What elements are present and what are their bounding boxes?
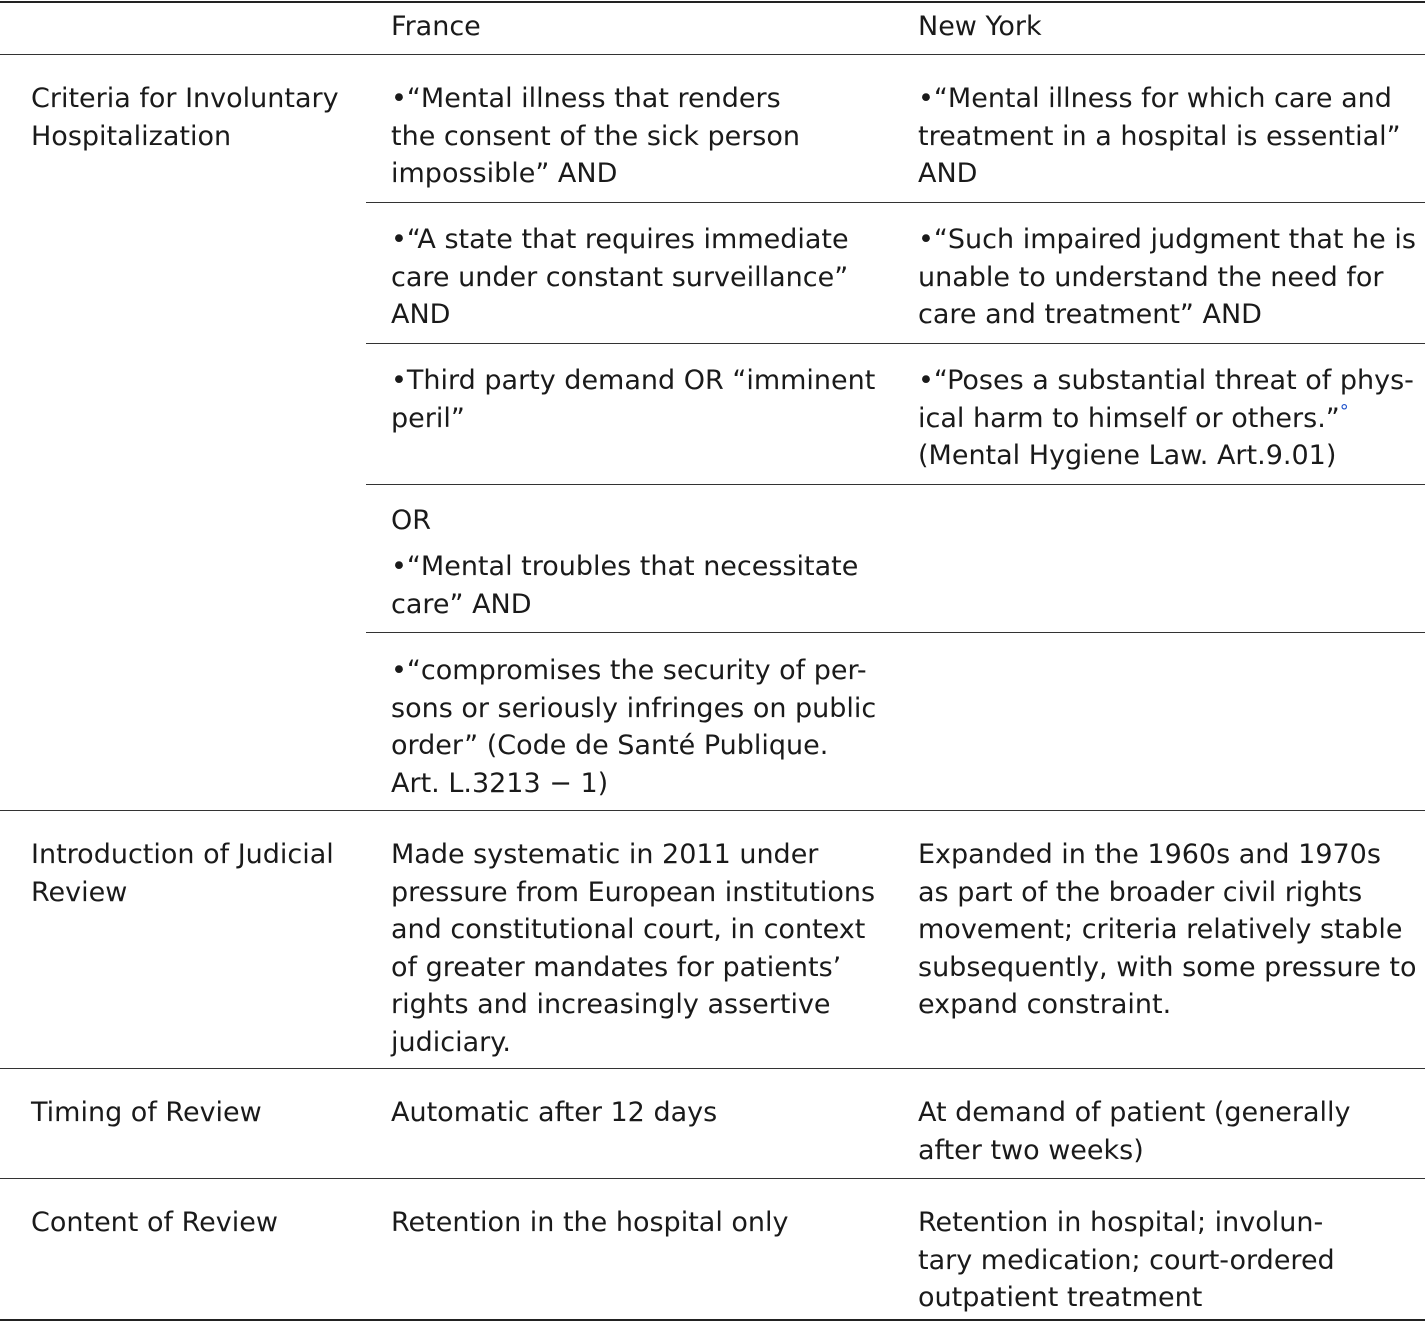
criteria-france-4: •“Mental troubles that necessitate care” AND xyxy=(391,551,859,620)
criteria-new-york-2: •“Such impaired judgment that he is unable to understand the need for care and treatment” AND xyxy=(918,224,1416,330)
content-new-york: Retention in hospital; involun- tary medication; court-ordered outpatient treatment xyxy=(918,1207,1335,1313)
criteria-france-1: •“Mental illness that renders the consent of the sick person impossible” AND xyxy=(391,83,801,189)
criteria-end-rule xyxy=(0,810,1425,811)
criteria-france-or: OR xyxy=(391,505,432,536)
header-france: France xyxy=(391,11,481,42)
criteria-new-york-3 xyxy=(918,362,1418,475)
content-label: Content of Review xyxy=(31,1207,278,1238)
criteria-france-5: •“compromises the security of per- sons or seriously infringes on public order” (Code de Santé Publique. Art. L.3213 − 1) xyxy=(391,655,877,799)
content-france: Retention in the hospital only xyxy=(391,1207,789,1238)
judicial-review-new-york: Expanded in the 1960s and 1970s as part of the broader civil rights movement; criteria relatively stable subsequently, with some pressure to expand constraint. xyxy=(918,839,1417,1020)
header-new-york: New York xyxy=(918,11,1042,42)
table-top-rule xyxy=(0,1,1425,3)
judicial-review-france: Made systematic in 2011 under pressure from European institutions and constitutional court, in context of greater mandates for patients’ rights and increasingly assertive judiciary. xyxy=(391,839,876,1058)
timing-france: Automatic after 12 days xyxy=(391,1097,718,1128)
criteria-new-york-1: •“Mental illness for which care and treatment in a hospital is essential” AND xyxy=(918,83,1401,189)
criteria-subrule-2 xyxy=(366,343,1425,344)
footnote-marker[interactable]: ° xyxy=(1339,400,1349,422)
criteria-subrule-4 xyxy=(366,632,1425,633)
criteria-new-york-3-text: •“Poses a substantial threat of phys- ical harm to himself or others.” xyxy=(918,365,1414,434)
timing-new-york: At demand of patient (generally after two weeks) xyxy=(918,1097,1351,1166)
judicial-review-label: Introduction of Judicial Review xyxy=(31,839,334,908)
timing-label: Timing of Review xyxy=(31,1097,262,1128)
criteria-france-3: •Third party demand OR “imminent peril” xyxy=(391,365,876,434)
timing-end-rule xyxy=(0,1178,1425,1179)
judicial-end-rule xyxy=(0,1068,1425,1069)
table-bottom-rule xyxy=(0,1319,1425,1321)
criteria-subrule-1 xyxy=(366,202,1425,203)
criteria-new-york-3-source: (Mental Hygiene Law. Art.9.01) xyxy=(918,440,1337,471)
criteria-label: Criteria for Involuntary Hospitalization xyxy=(31,83,339,152)
criteria-france-2: •“A state that requires immediate care under constant surveillance” AND xyxy=(391,224,849,330)
header-rule xyxy=(0,54,1425,55)
criteria-subrule-3 xyxy=(366,484,1425,485)
